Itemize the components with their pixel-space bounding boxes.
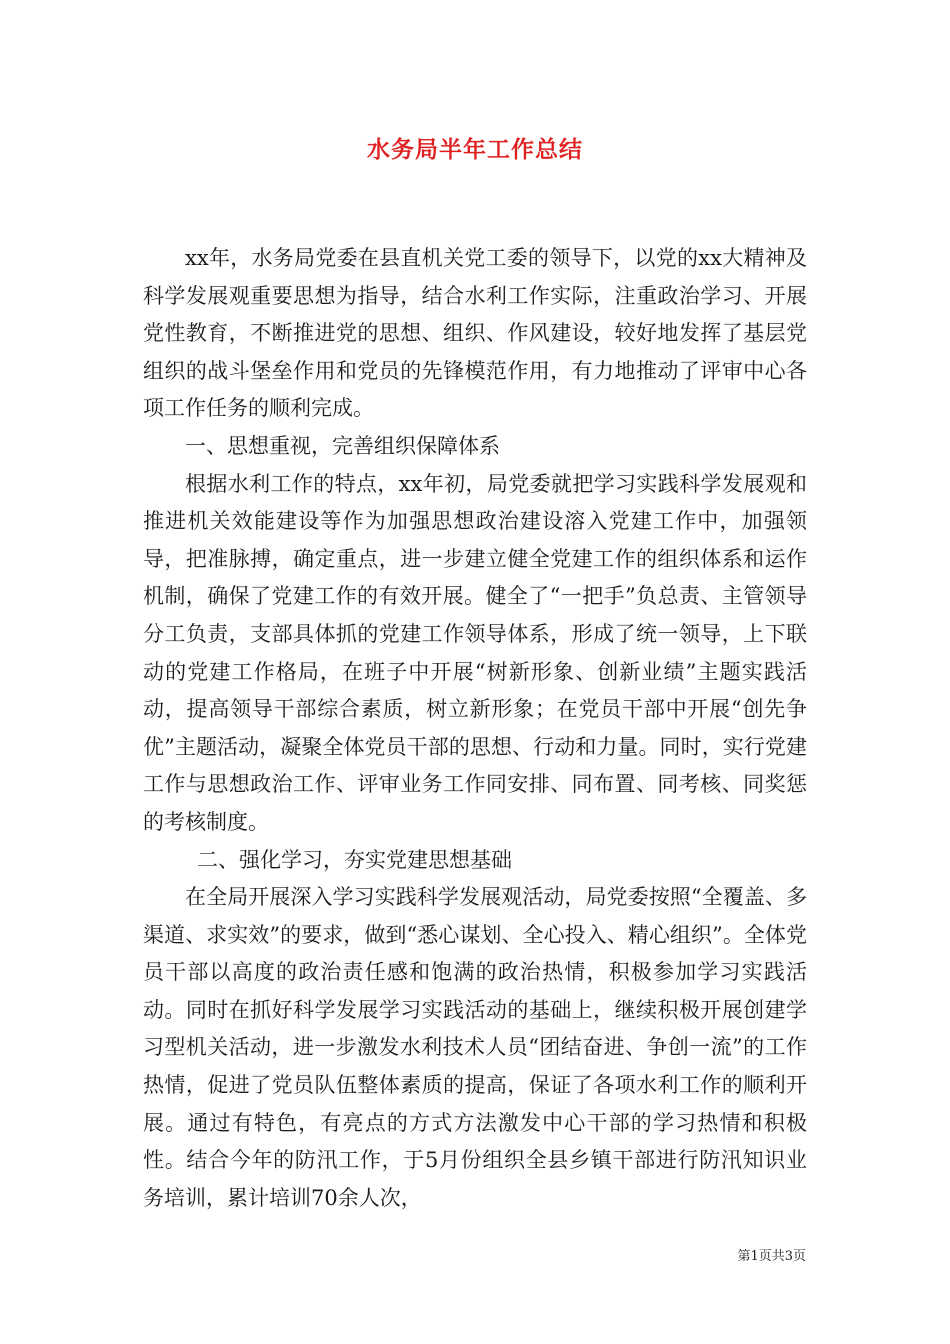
document-title: 水务局半年工作总结 <box>367 136 583 163</box>
document-body <box>143 240 807 1217</box>
section-heading-2: 二、强化学习，夯实党建思想基础 <box>197 847 512 872</box>
section-heading-1: 一、思想重视，完善组织保障体系 <box>185 433 500 458</box>
paragraph-section-2: 在全局开展深入学习实践科学发展观活动，局党委按照“全覆盖、多渠道、求实效”的要求，做到“悉心谋划、全心投入、精心组织”。全体党员干部以高度的政治责任感和饱满的政治热情，积极参加学习实践活动。同时在抓好科学发展学习实践活动的基础上，继续积极开展创建学习型机关活动，进一步激发水利技术人员“团结奋进、争创一流”的工作热情，促进了党员队伍整体素质的提高，保证了各项水利工作的顺利开展。通过有特色，有亮点的方式方法激发中心干部的学习热情和积极性。结合今年的防汛工作，于5月份组织全县乡镇干部进行防汛知识业务培训，累计培训70余人次， <box>143 885 807 1210</box>
paragraph-intro: xx年，水务局党委在县直机关党工委的领导下，以党的xx大精神及科学发展观重要思想为指导，结合水利工作实际，注重政治学习、开展党性教育，不断推进党的思想、组织、作风建设，较好地发挥了基层党组织的战斗堡垒作用和党员的先锋模范作用，有力地推动了评审中心各项工作任务的顺利完成。 <box>143 246 807 421</box>
paragraph-section-1: 根据水利工作的特点，xx年初，局党委就把学习实践科学发展观和推进机关效能建设等作为加强思想政治建设溶入党建工作中，加强领导，把准脉搏，确定重点，进一步建立健全党建工作的组织体系和运作机制，确保了党建工作的有效开展。健全了“一把手”负总责、主管领导分工负责，支部具体抓的党建工作领导体系，形成了统一领导，上下联动的党建工作格局，在班子中开展“树新形象、创新业绩”主题实践活动，提高领导干部综合素质，树立新形象；在党员干部中开展“创先争优”主题活动，凝聚全体党员干部的思想、行动和力量。同时，实行党建工作与思想政治工作、评审业务工作同安排、同布置、同考核、同奖惩的考核制度。 <box>143 471 807 834</box>
page-number-footer: 第1页共3页 <box>737 1249 806 1264</box>
